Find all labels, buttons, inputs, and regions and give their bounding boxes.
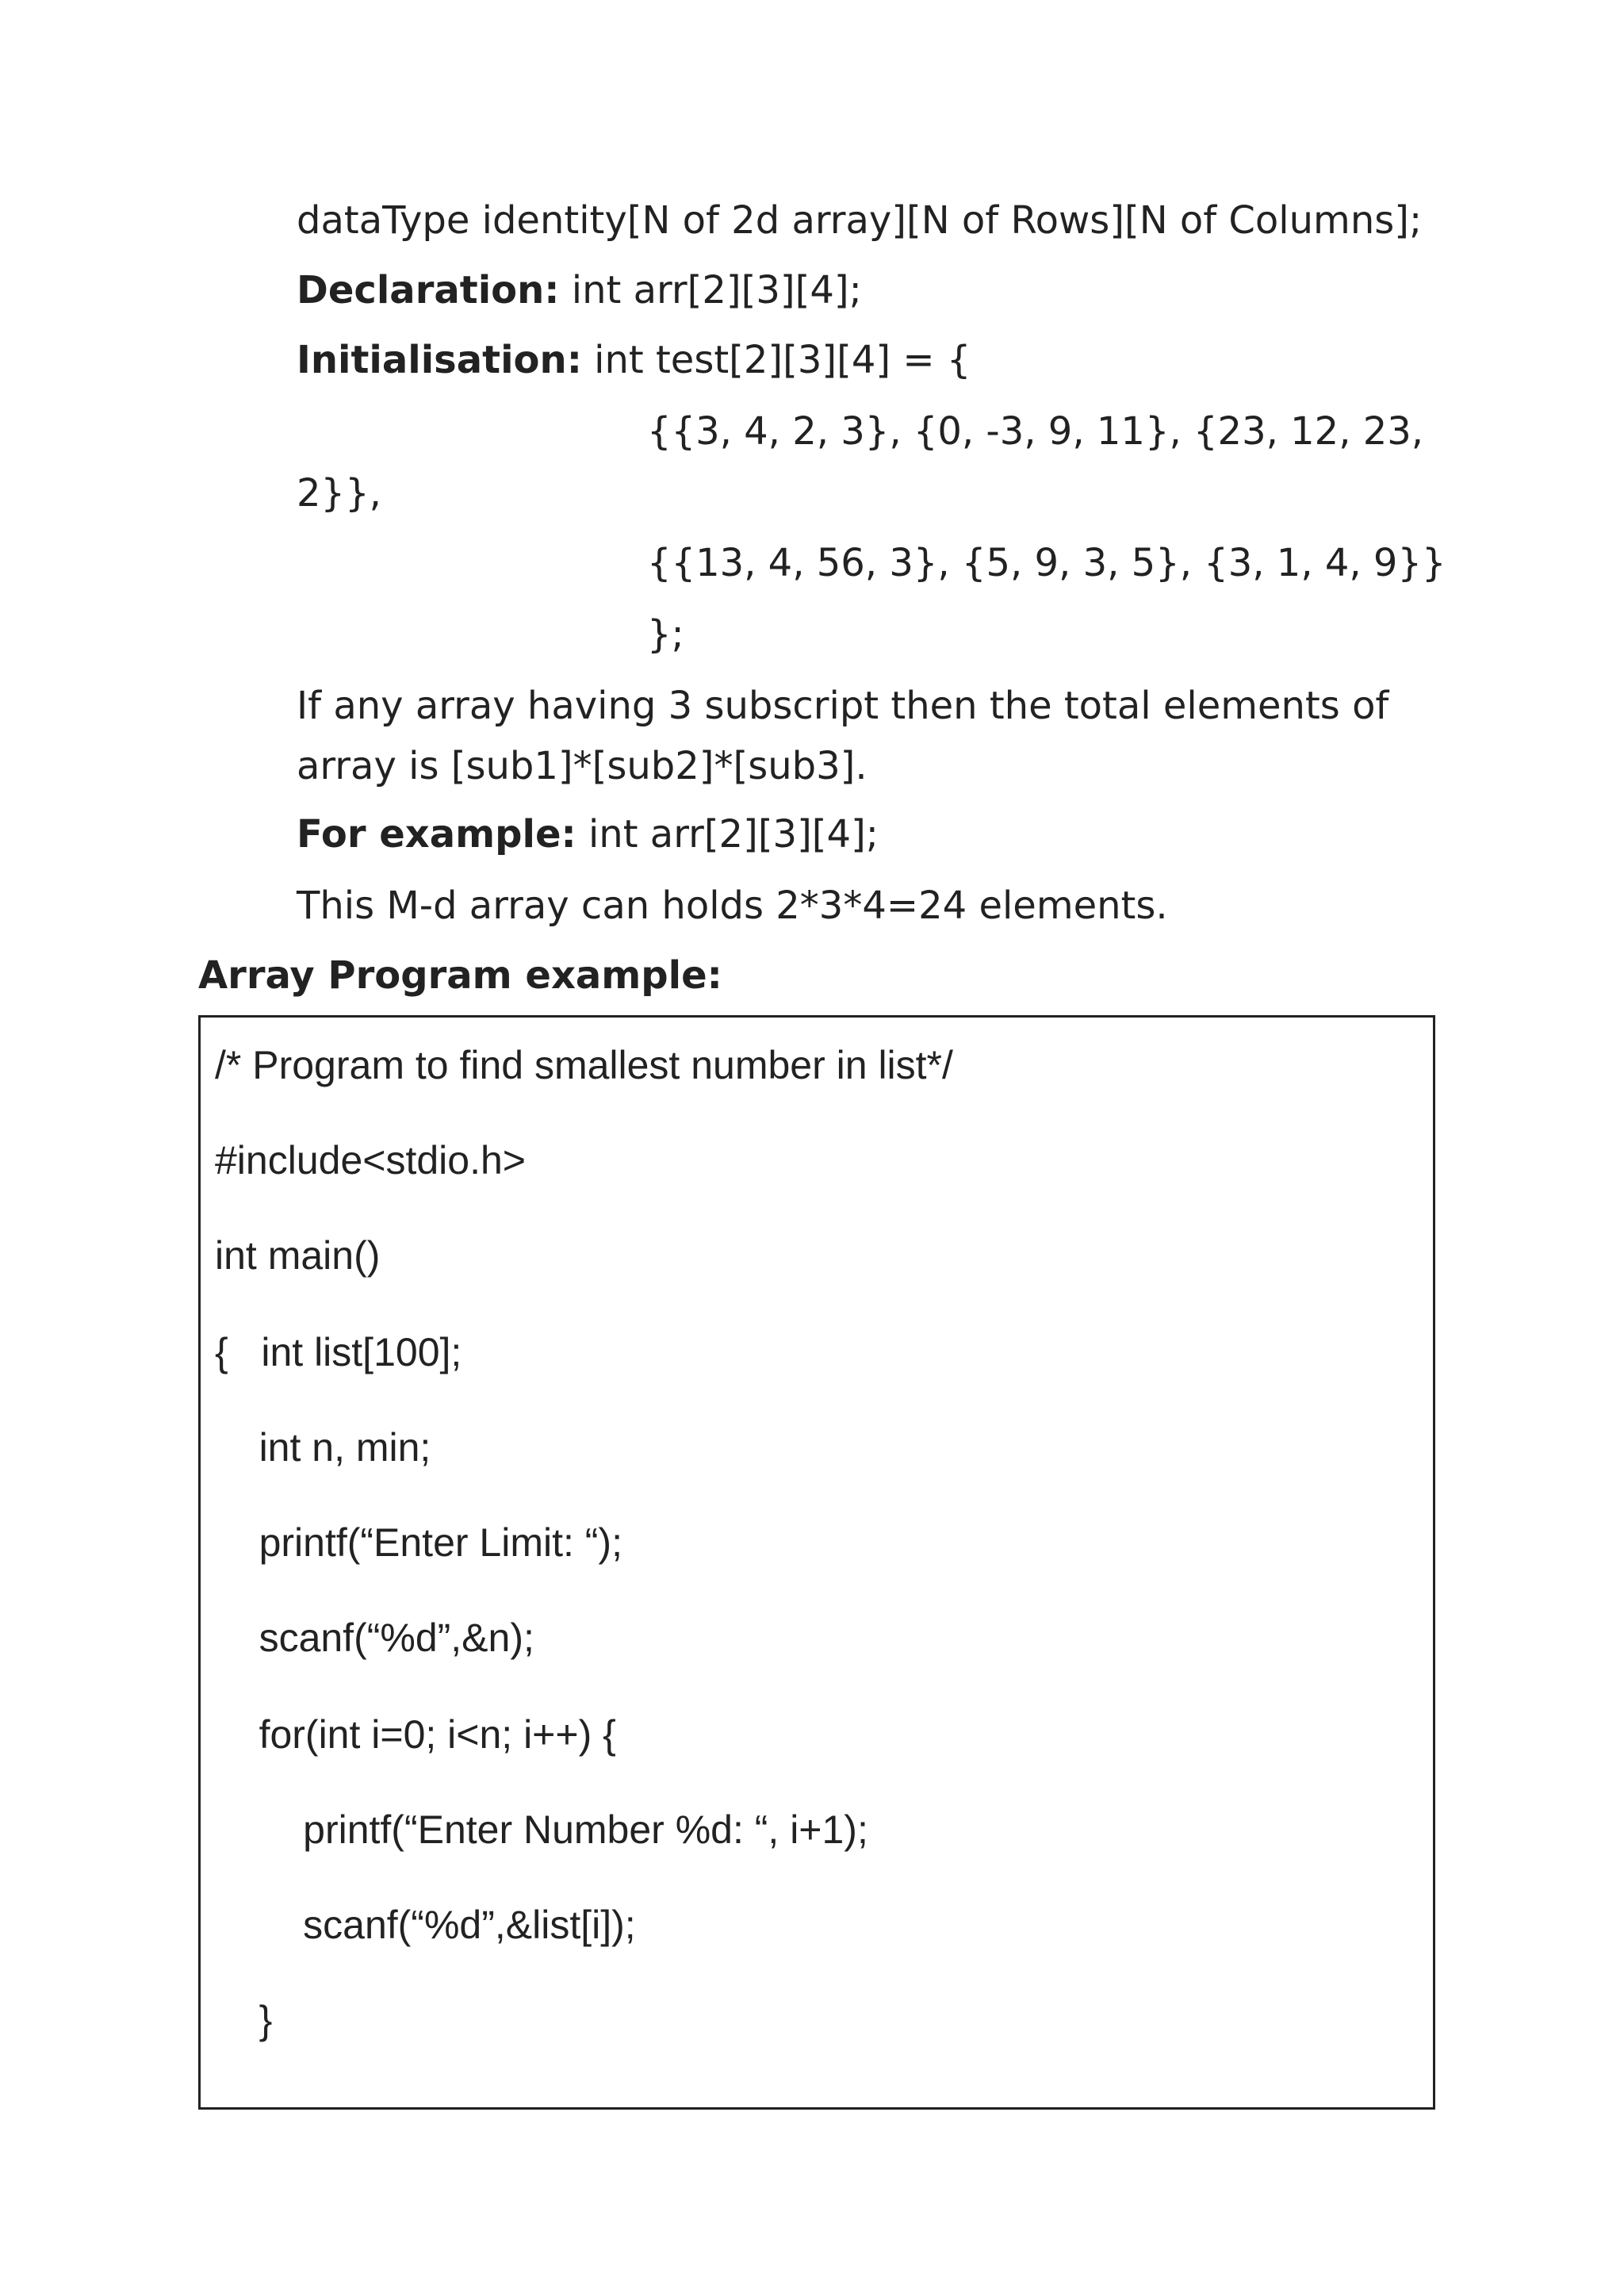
initialisation-line [297, 336, 971, 384]
initialisation-row2: {{13, 4, 56, 3}, {5, 9, 3, 5}, {3, 1, 4, 9}} [647, 541, 1446, 585]
code-line: int main() [215, 1233, 381, 1278]
code-line: scanf(“%d”,&list[i]); [215, 1903, 636, 1947]
code-line: for(int i=0; i<n; i++) { [215, 1712, 616, 1757]
code-line: { int list[100]; [215, 1330, 462, 1374]
declaration-text: int arr[2][3][4]; [559, 268, 862, 312]
explanation-line1: If any array having 3 subscript then the total elements of [297, 684, 1389, 728]
example-label: For example: [297, 812, 576, 857]
code-line: int n, min; [215, 1425, 431, 1470]
code-line: printf(“Enter Limit: “); [215, 1520, 622, 1565]
initialisation-text: int test[2][3][4] = { [581, 338, 971, 382]
code-line: } [215, 1998, 273, 2042]
example-text: int arr[2][3][4]; [576, 812, 879, 857]
program-heading: Array Program example: [198, 953, 722, 998]
explanation-line2: array is [sub1]*[sub2]*[sub3]. [297, 744, 868, 788]
holds-line: This M-d array can holds 2*3*4=24 elements. [297, 884, 1168, 928]
declaration-line [297, 266, 862, 314]
initialisation-close: }; [647, 612, 684, 657]
initialisation-row1-wrap: 2}}, [297, 471, 381, 516]
code-line: printf(“Enter Number %d: “, i+1); [215, 1807, 868, 1852]
declaration-label: Declaration: [297, 268, 560, 312]
initialisation-label: Initialisation: [297, 338, 582, 382]
initialisation-row1: {{3, 4, 2, 3}, {0, -3, 9, 11}, {23, 12, 23, [647, 409, 1424, 454]
code-line: #include<stdio.h> [215, 1138, 526, 1182]
syntax-line: dataType identity[N of 2d array][N of Rows][N of Columns]; [297, 198, 1423, 243]
code-line: /* Program to find smallest number in list*/ [215, 1043, 953, 1087]
code-box [198, 1015, 1435, 2110]
code-line: scanf(“%d”,&n); [215, 1616, 534, 1660]
example-line [297, 811, 879, 858]
